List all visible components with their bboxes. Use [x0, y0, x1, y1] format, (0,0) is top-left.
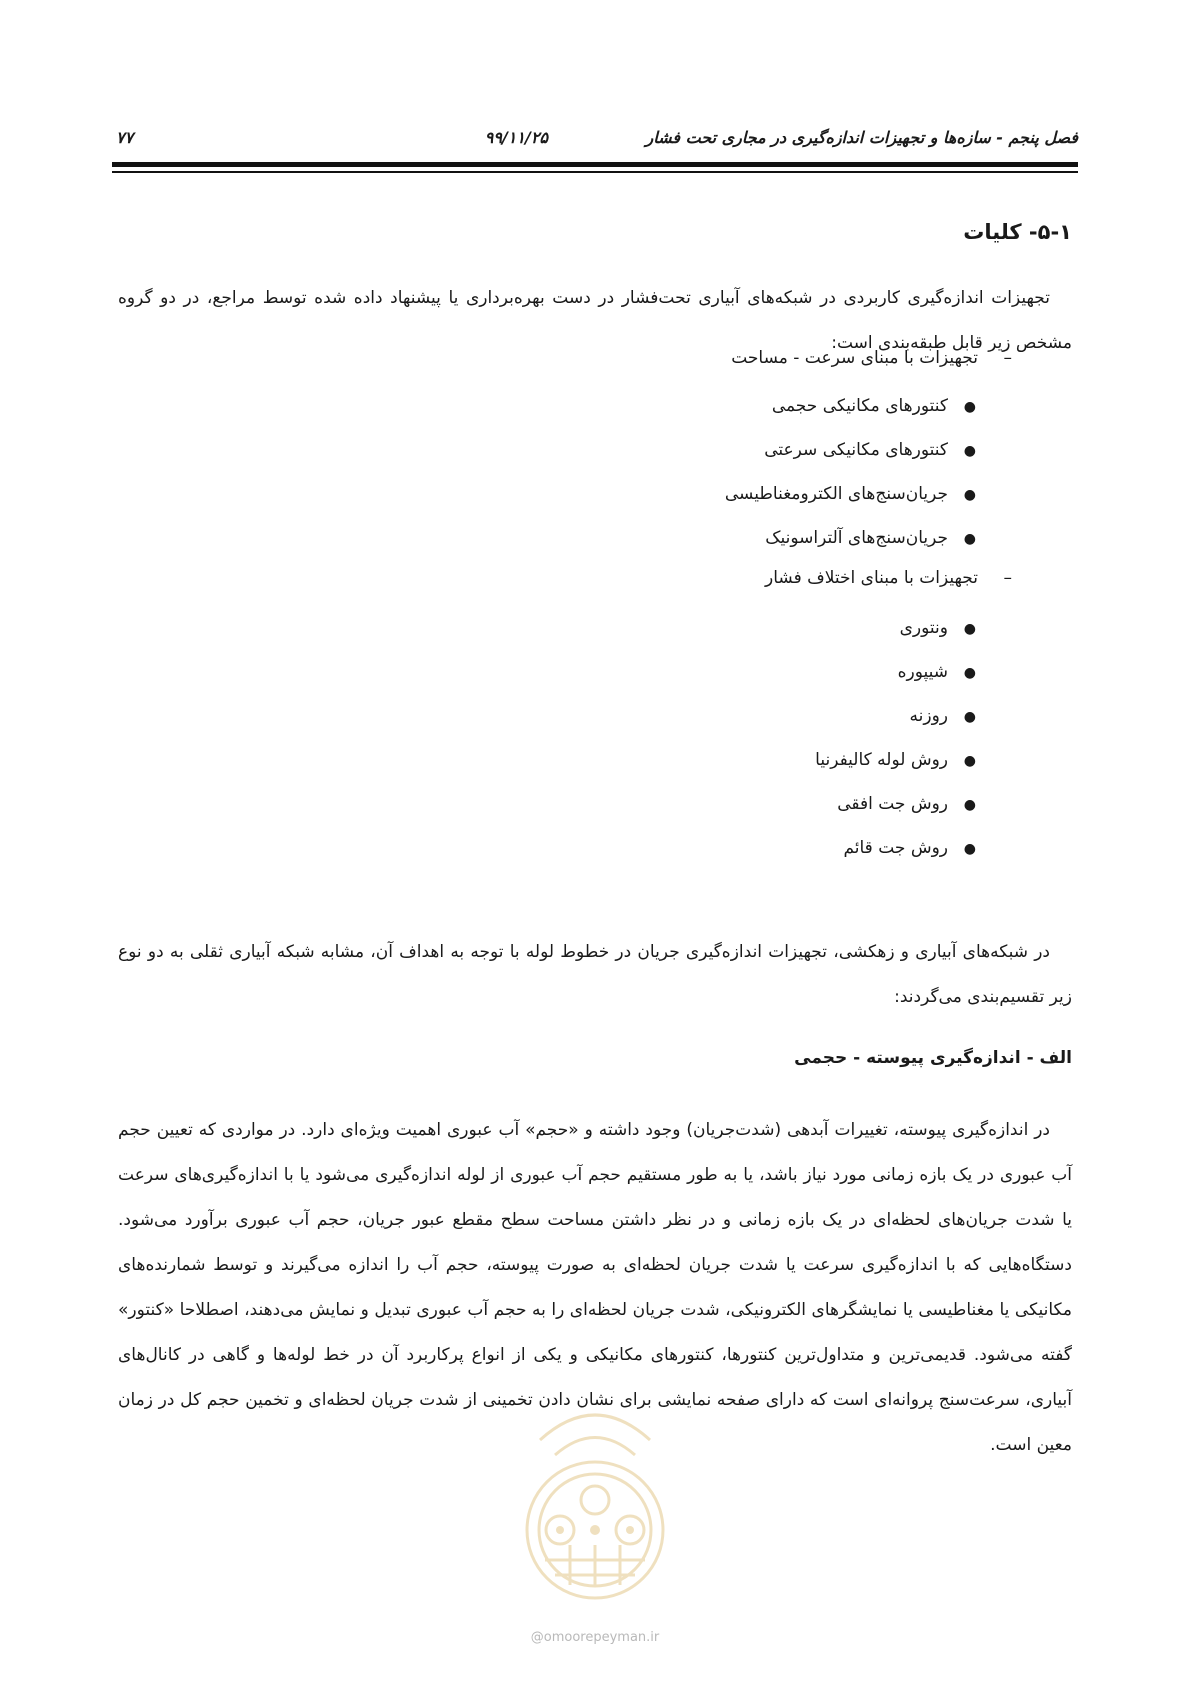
list-item: [765, 528, 976, 548]
list-item: [843, 838, 976, 858]
list-item-label: روش جت افقی: [837, 794, 948, 814]
bullet-icon: ●: [963, 841, 976, 857]
list-item: [815, 750, 976, 770]
list-item-label: روزنه: [909, 706, 948, 726]
dash-marker: –: [1003, 348, 1012, 368]
bullet-icon: ●: [963, 399, 976, 415]
list-item-label: کنتورهای مکانیکی حجمی: [771, 396, 948, 416]
dash-marker: –: [1003, 568, 1012, 588]
chapter-title: فصل پنجم - سازه‌ها و تجهیزات اندازه‌گیری در مجاری تحت فشار: [645, 128, 1078, 147]
list-item: [725, 484, 976, 504]
watermark-url: @omoorepeyman.ir: [530, 1630, 660, 1645]
omoore-peyman-seal-icon: [500, 1380, 690, 1610]
continuous-measurement-paragraph: در اندازه‌گیری پیوسته، تغییرات آبدهی (شدت‌جریان) وجود داشته و «حجم» آب عبوری اهمیت ویژه‌ای دارد. در مواردی که تعیین حجم آب عبوری در یک بازه زمانی مورد نیاز باشد، یا به طور مستقیم حجم آب عبوری از لوله اندازه‌گیری می‌شود یا با اندازه‌گیری‌های سرعت یا شدت جریان‌های لحظه‌ای در یک بازه زمانی و در نظر داشتن مساحت سطح مقطع عبور جریان، حجم آب عبوری برآورد می‌شود. دستگاه‌هایی که با اندازه‌گیری سرعت یا شدت جریان لحظه‌ای به صورت پیوسته، حجم آب را اندازه می‌گیرند و توسط شمارنده‌های مکانیکی یا مغناطیسی یا نمایشگرهای الکترونیکی، شدت جریان لحظه‌ای را به حجم آب عبوری تبدیل و نمایش می‌دهند، اصطلاحا «کنتور» گفته می‌شود. قدیمی‌ترین و متداول‌ترین کنتورها، کنتورهای مکانیکی و یکی از انواع پرکاربرد آن در خط لوله‌ها و گاهی در کانال‌های آبیاری، سرعت‌سنج پروانه‌ای است که دارای صفحه نمایشی برای نشان دادن تخمینی از شدت جریان لحظه‌ای و تخمین حجم کل در زمان معین است.: [118, 1120, 1072, 1455]
list-item: [910, 706, 976, 726]
list-item-label: روش لوله کالیفرنیا: [815, 750, 948, 770]
section-title: ۵-۱- کلیات: [963, 220, 1072, 244]
header-date: ۹۹/۱۱/۲۵: [484, 128, 548, 147]
list-item: [900, 618, 976, 638]
classification-paragraph: در شبکه‌های آبیاری و زهکشی، تجهیزات اندازه‌گیری جریان در خطوط لوله با توجه به اهداف آن، مشابه شبکه آبیاری ثقلی به دو نوع زیر تقسیم‌بندی می‌گردند:: [118, 942, 1072, 1007]
subsection-heading: الف - اندازه‌گیری پیوسته - حجمی: [794, 1048, 1072, 1068]
list-item: [837, 794, 976, 814]
header-rule-thick: [112, 162, 1078, 167]
bullet-icon: ●: [963, 709, 976, 725]
list-item-label: کنتورهای مکانیکی سرعتی: [764, 440, 948, 460]
list-item: [772, 396, 976, 416]
bullet-icon: ●: [963, 621, 976, 637]
group-1-heading: [731, 348, 1012, 368]
list-item-label: جریان‌سنج‌های الکترومغناطیسی: [724, 484, 948, 504]
list-item-label: ونتوری: [899, 618, 948, 638]
list-item-label: جریان‌سنج‌های آلتراسونیک: [765, 528, 948, 548]
bullet-icon: ●: [963, 487, 976, 503]
bullet-icon: ●: [963, 753, 976, 769]
bullet-icon: ●: [963, 443, 976, 459]
intro-paragraph: تجهیزات اندازه‌گیری کاربردی در شبکه‌های آبیاری تحت‌فشار در دست بهره‌برداری یا پیشنهاد داده شده توسط مراجع، در دو گروه مشخص زیر قابل طبقه‌بندی است:: [118, 288, 1072, 353]
page-header: [112, 128, 1078, 156]
bullet-icon: ●: [963, 797, 976, 813]
list-item-label: روش جت قائم: [843, 838, 948, 858]
group-2-heading: [765, 568, 1012, 588]
header-rule-thin: [112, 171, 1078, 173]
group-2-label: تجهیزات با مبنای اختلاف فشار: [765, 568, 978, 588]
bullet-icon: ●: [963, 665, 976, 681]
page-number: ۷۷: [116, 128, 134, 147]
bullet-icon: ●: [963, 531, 976, 547]
group-1-label: تجهیزات با مبنای سرعت - مساحت: [731, 348, 978, 368]
list-item-label: شیپوره: [897, 662, 948, 682]
list-item: [764, 440, 976, 460]
list-item: [898, 662, 976, 682]
